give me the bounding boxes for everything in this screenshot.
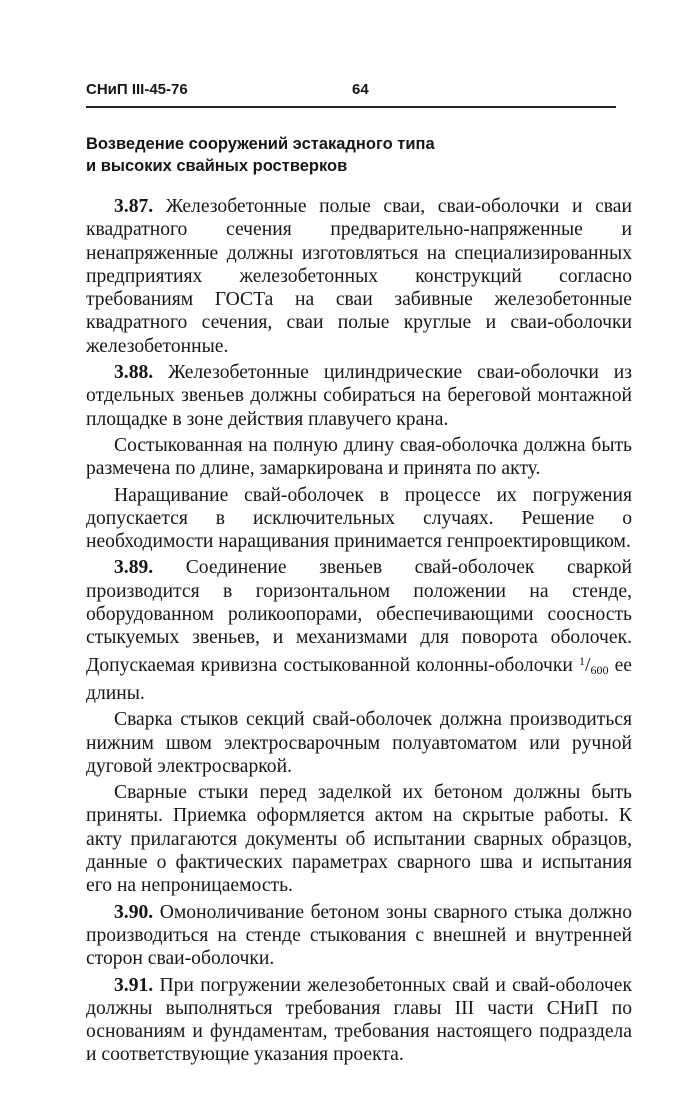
fraction-numerator: 1 bbox=[579, 653, 585, 668]
paragraph-3-88-cont-2 bbox=[86, 484, 632, 554]
section-title-line-1: Возведение сооружений эстакадного типа bbox=[86, 135, 435, 153]
section-title bbox=[86, 133, 616, 177]
paragraph-3-88 bbox=[86, 361, 632, 431]
paragraph-text: Омоноличивание бетоном зоны сварного стыка должно производиться на стенде стыкования с внешней и внутренней сторон сваи-оболочки. bbox=[86, 901, 632, 970]
clause-number: 3.89. bbox=[114, 557, 154, 579]
paragraph-3-89-cont-1 bbox=[86, 708, 632, 778]
section-title-line-2: и высоких свайных ростверков bbox=[86, 157, 348, 175]
paragraph-3-87 bbox=[86, 195, 632, 358]
document-code: СНиП III-45-76 bbox=[86, 81, 188, 98]
clause-number: 3.87. bbox=[114, 196, 154, 217]
clause-number: 3.91. bbox=[114, 974, 154, 996]
paragraph-text: Соединение звеньев свай-оболочек сваркой производится в горизонтальном положении на стенде, оборудованном роликоопорами, обеспечивающими соосность стыкуемых звеньев, и механизмами для поворота оболочек. Допускаемая кривизна состыкованной колонны-оболочки bbox=[86, 557, 632, 676]
clause-number: 3.88. bbox=[114, 362, 154, 384]
paragraph-3-89-cont-2 bbox=[86, 781, 632, 897]
clause-number: 3.90. bbox=[114, 901, 154, 923]
paragraph-3-89: 3.89. Соединение звеньев свай-оболочек сваркой производится в горизонтальном положении на стенде, оборудованном роликоопорами, обеспечивающими соосность стыкуемых звеньев, и механизмами для поворота оболочек. Допускаемая кривизна состыкованной колонны-оболочки $^1/_{600}$ ее длины. bbox=[86, 557, 632, 704]
fraction-denominator: 600 bbox=[590, 662, 609, 677]
body-text bbox=[86, 195, 632, 1070]
paragraph-text: Сварные стыки перед заделкой их бетоном должны быть приняты. Приемка оформляется актом на скрытые работы. К акту прилагаются документы об испытании сварных образцов, данные о фактических параметрах сварного шва и испытания его на непроницаемость. bbox=[86, 782, 632, 897]
paragraph-3-91 bbox=[86, 974, 632, 1067]
paragraph-text: Состыкованная на полную длину свая-оболочка должна быть размечена по длине, замаркирована и принята по акту. bbox=[86, 434, 632, 480]
paragraph-text: Сварка стыков секций свай-оболочек должна производиться нижним швом электросварочным полуавтоматом или ручной дуговой электросваркой. bbox=[86, 709, 632, 777]
paragraph-3-90 bbox=[86, 901, 632, 971]
page-number: 64 bbox=[352, 81, 369, 98]
paragraph-text: Наращивание свай-оболочек в процессе их погружения допускается в исключительных случаях. Решение о необходимости наращивания принимается генпроектировщиком. bbox=[86, 484, 632, 553]
paragraph-text: При погружении железобетонных свай и свай-оболочек должны выполняться требования главы III части СНиП по основаниям и фундаментам, требования настоящего подраздела и соответствующие указания проекта. bbox=[86, 974, 632, 1066]
paragraph-text: Железобетонные полые сваи, сваи-оболочки и сваи квадратного сечения предварительно-напряженные и ненапряженные должны изготовляться на специализированных предприятиях железобетонных конструкций согласно требованиям ГОСТа на сваи забивные железобетонные квадратного сечения, сваи полые круглые и сваи-оболочки железобетонные. bbox=[86, 196, 632, 357]
page-header bbox=[86, 81, 616, 103]
paragraph-3-88-cont-1 bbox=[86, 434, 632, 481]
header-rule bbox=[86, 106, 616, 108]
paragraph-text-after: ее длины. bbox=[86, 654, 632, 704]
paragraph-text: Железобетонные цилиндрические сваи-оболочки из отдельных звеньев должны собираться на береговой монтажной площадке в зоне действия плавучего крана. bbox=[86, 362, 632, 430]
